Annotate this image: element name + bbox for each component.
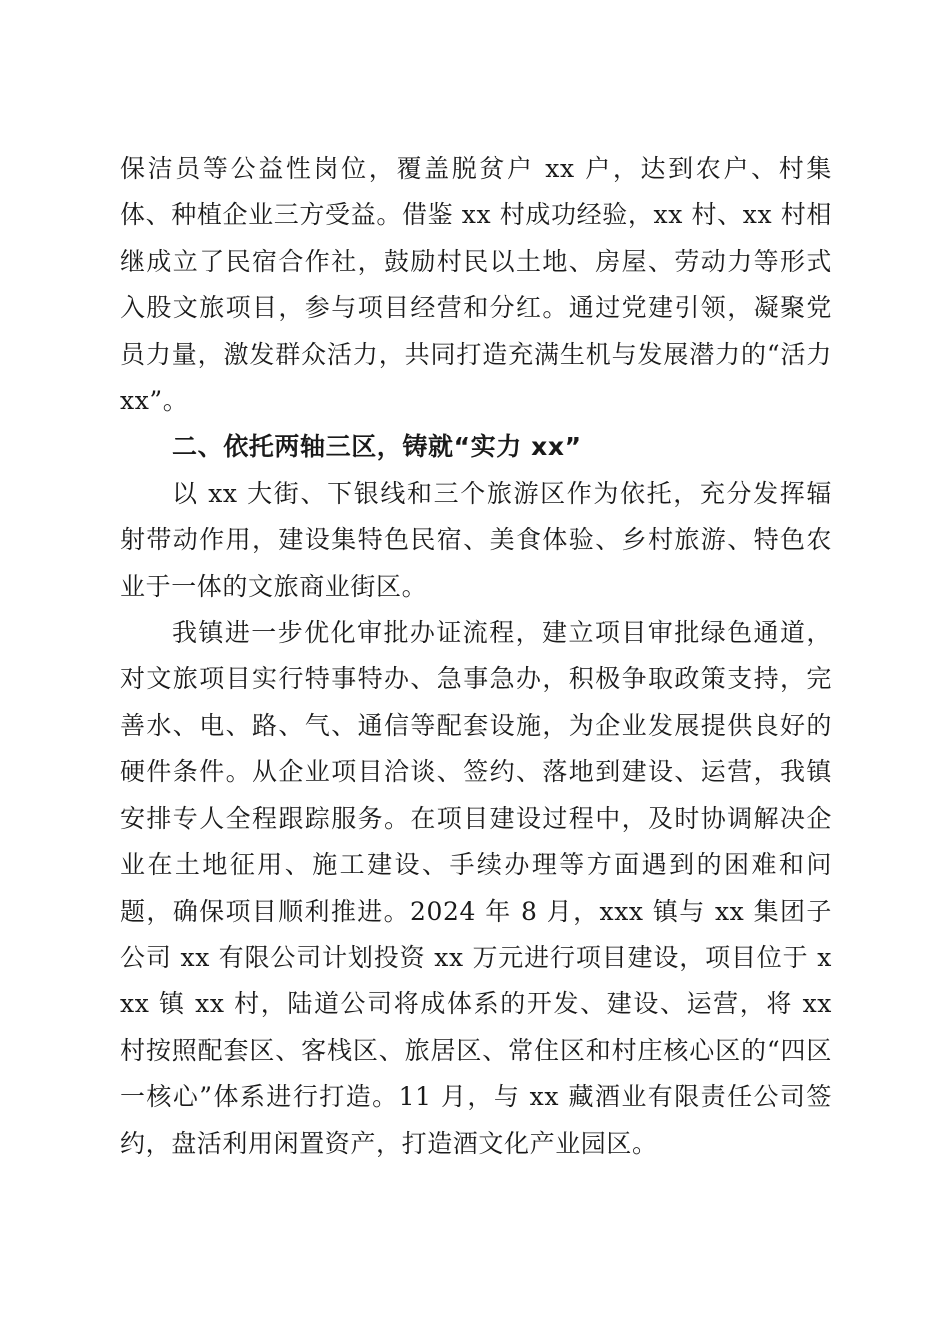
paragraph-approval-process: 我镇进一步优化审批办证流程，建立项目审批绿色通道，对文旅项目实行特事特办、急事急办，积极争取政策支持，完善水、电、路、气、通信等配套设施，为企业发展提供良好的硬件条件。从企业项目洽谈、签约、落地到建设、运营，我镇安排专人全程跟踪服务。在项目建设过程中，及时协调解决企业在土地征用、施工建设、手续办理等方面遇到的困难和问题，确保项目顺利推进。2024 年 8 月，xxx 镇与 xx 集团子公司 xx 有限公司计划投资 xx 万元进行项目建设，项目位于 xxx 镇 xx 村，陆道公司将成体系的开发、建设、运营，将 xx 村按照配套区、客栈区、旅居区、常住区和村庄核心区的“四区一核心”体系进行打造。11 月，与 xx 藏酒业有限责任公司签约，盘活利用闲置资产，打造酒文化产业园区。 [120,618,832,1158]
document-body [120,146,832,1167]
paragraph-axes-districts: 以 xx 大街、下银线和三个旅游区作为依托，充分发挥辐射带动作用，建设集特色民宿、美食体验、乡村旅游、特色农业于一体的文旅商业街区。 [120,478,832,601]
section-heading: 二、依托两轴三区，铸就“实力 xx” [172,432,582,462]
paragraph-continuation: 保洁员等公益性岗位，覆盖脱贫户 xx 户，达到农户、村集体、种植企业三方受益。借鉴 xx 村成功经验，xx 村、xx 村相继成立了民宿合作社，鼓励村民以土地、房屋、劳动力等形式入股文旅项目，参与项目经营和分红。通过党建引领，凝聚党员力量，激发群众活力，共同打造充满生机与发展潜力的“活力xx”。 [120,154,832,416]
